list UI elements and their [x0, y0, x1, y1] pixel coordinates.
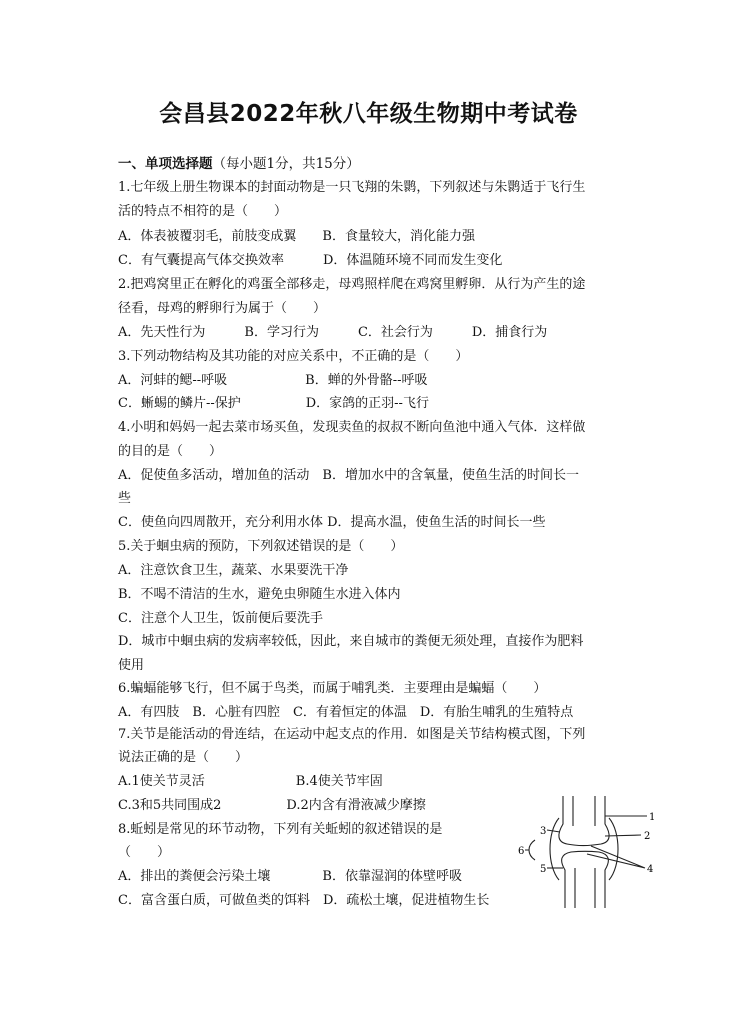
text-line: 4.小明和妈妈一起去菜市场买鱼，发现卖鱼的叔叔不断向鱼池中通入气体．这样做: [118, 420, 586, 435]
text-line: A．促使鱼多活动，增加鱼的活动 B．增加水中的含氧量，使鱼生活的时间长一: [118, 468, 579, 483]
text-line: 些: [118, 491, 132, 506]
text-line: 8.蚯蚓是常见的环节动物，下列有关蚯蚓的叙述错误的是: [118, 822, 443, 837]
diagram-label: 3: [540, 826, 547, 837]
text-line: 7.关节是能活动的骨连结，在运动中起支点的作用．如图是关节结构模式图，下列: [118, 727, 586, 742]
text-line: 活的特点不相符的是（ ）: [118, 204, 288, 219]
text-line: A．先天性行为 B．学习行为 C．社会行为 D．捕食行为: [118, 325, 548, 340]
text-line: 3.下列动物结构及其功能的对应关系中，不正确的是（ ）: [118, 349, 469, 364]
text-line: C．富含蛋白质，可做鱼类的饵料 D．疏松土壤，促进植物生长: [118, 893, 490, 908]
text-line: C．使鱼向四周散开，充分利用水体 D．提高水温，使鱼生活的时间长一些: [118, 515, 546, 530]
text-line: B．不喝不清洁的生水，避免虫卵随生水进入体内: [118, 587, 401, 602]
text-line: 1.七年级上册生物课本的封面动物是一只飞翔的朱鹮，下列叙述与朱鹮适于飞行生: [118, 180, 586, 195]
text-line: 2.把鸡窝里正在孵化的鸡蛋全部移走，母鸡照样爬在鸡窝里孵卵．从行为产生的途: [118, 277, 586, 292]
text-line: D．城市中蛔虫病的发病率较低，因此，来自城市的粪便无须处理，直接作为肥料: [118, 634, 584, 649]
diagram-label: 6: [518, 846, 525, 857]
text-line: 6.蝙蝠能够飞行，但不属于鸟类，而属于哺乳类．主要理由是蝙蝠（ ）: [118, 681, 547, 696]
text-line: 5.关于蛔虫病的预防，下列叙述错误的是（ ）: [118, 539, 404, 554]
text-line: 径看，母鸡的孵卵行为属于（ ）: [118, 301, 327, 316]
section-note: （每小题1分，共15分）: [212, 156, 360, 172]
text-line: A．体表被覆羽毛，前肢变成翼 B．食量较大，消化能力强: [118, 229, 475, 244]
diagram-label: 2: [644, 831, 651, 842]
section-heading-text: 一、单项选择题: [118, 156, 213, 172]
text-line: A．排出的粪便会污染土壤 B．依靠湿润的体壁呼吸: [118, 869, 462, 884]
page-title: 会昌县2022年秋八年级生物期中考试卷: [159, 101, 578, 127]
text-line: （ ）: [118, 845, 171, 860]
text-line: C．蜥蜴的鳞片--保护 D．家鸽的正羽--飞行: [118, 396, 429, 411]
section-heading: [118, 152, 360, 172]
text-line: A．河蚌的鳃--呼吸 B．蝉的外骨骼--呼吸: [118, 373, 428, 388]
text-line: 说法正确的是（ ）: [118, 750, 249, 765]
text-line: 使用: [118, 658, 145, 673]
joint-structure-diagram: [515, 796, 660, 908]
diagram-label: 1: [649, 812, 656, 823]
text-line: A.1使关节灵活 B.4使关节牢固: [118, 774, 383, 789]
text-line: C．有气囊提高气体交换效率 D．体温随环境不同而发生变化: [118, 253, 503, 268]
diagram-label: 4: [647, 864, 654, 875]
text-line: C.3和5共同围成2 D.2内含有滑液减少摩擦: [118, 798, 426, 813]
text-line: 的目的是（ ）: [118, 444, 223, 459]
text-line: A．有四肢 B．心脏有四腔 C．有着恒定的体温 D．有胎生哺乳的生殖特点: [118, 705, 574, 720]
diagram-label: 5: [540, 864, 547, 875]
text-line: C．注意个人卫生，饭前便后要洗手: [118, 611, 323, 626]
text-line: A．注意饮食卫生，蔬菜、水果要洗干净: [118, 563, 349, 578]
